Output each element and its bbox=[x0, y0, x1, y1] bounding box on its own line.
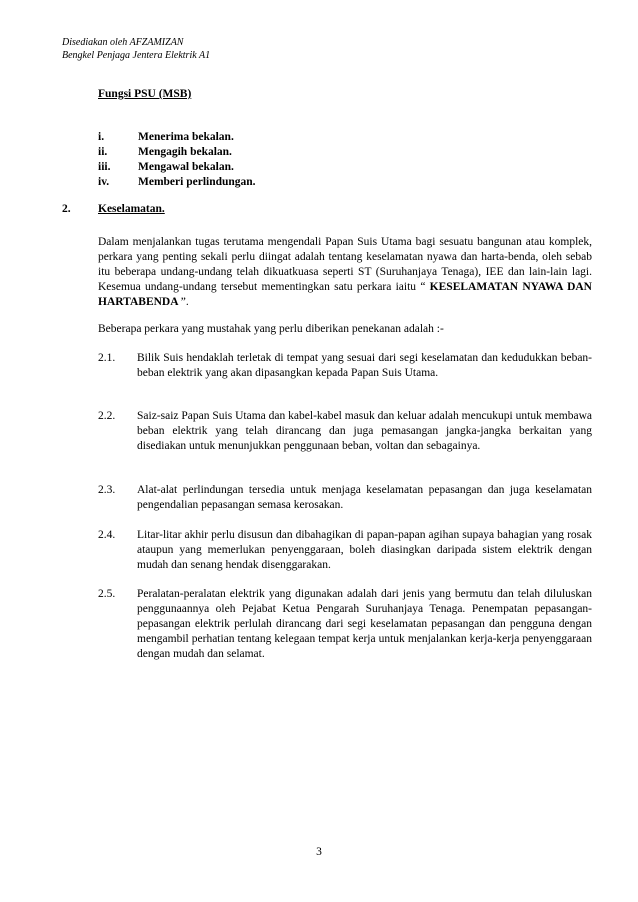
intro-text: Dalam menjalankan tugas terutama mengendali Papan Suis Utama bagi sesuatu bangunan atau komplek, perkara yang penting sekali perlu diingat adalah tentang keselamatan nyawa dan harta-benda, oleh sebab itu beberapa undang-undang telah dikuatkuasa seperti ST (Suruhanjaya Tenaga), IEE dan lain-lain lagi. Kesemua undang-undang tersebut mementingkan satu perkara iaitu “ bbox=[98, 236, 592, 293]
list-item bbox=[98, 130, 256, 145]
section-title: Keselamatan. bbox=[98, 203, 165, 215]
section-heading bbox=[62, 203, 165, 215]
page-number: 3 bbox=[316, 846, 322, 858]
list-item-text: Bilik Suis hendaklah terletak di tempat yang sesuai dari segi keselamatan dan kedudukkan beban-beban elektrik yang akan dipasangkan kepada Papan Suis Utama. bbox=[137, 352, 592, 379]
list-item-text: Litar-litar akhir perlu disusun dan dibahagikan di papan-papan agihan supaya bahagian yang rosak ataupun yang memerlukan penyenggaraan, boleh diasingkan daripada sistem elektrik dengan mudah dan senang hendak disenggarakan. bbox=[137, 529, 592, 571]
list-item bbox=[98, 175, 256, 190]
list-item-number: iv. bbox=[98, 176, 110, 188]
fungsi-list bbox=[98, 130, 256, 190]
list-item bbox=[98, 587, 592, 662]
list-item-number: i. bbox=[98, 131, 105, 143]
list-item bbox=[98, 351, 592, 381]
intro-end: ”. bbox=[180, 296, 189, 308]
list-item-number: 2.1. bbox=[98, 352, 116, 364]
list-item-number: 2.3. bbox=[98, 484, 116, 496]
fungsi-title: Fungsi PSU (MSB) bbox=[98, 88, 192, 100]
header-author: Disediakan oleh AFZAMIZAN bbox=[62, 37, 184, 48]
intro-emphasis: KESELAMATAN NYAWA DAN HARTABENDA bbox=[98, 281, 592, 308]
list-item-number: 2.2. bbox=[98, 410, 116, 422]
section-number: 2. bbox=[62, 203, 71, 215]
list-item-text: Peralatan-peralatan elektrik yang digunakan adalah dari jenis yang bermutu dan telah diluluskan penggunaannya oleh Pejabat Ketua Pengarah Suruhanjaya Tenaga. Penempatan pepasangan-pepasangan elektrik perlulah dirancang dari segi keselamatan pepasangan dan pengguna dengan mengambil perhatian tentang kelegaan tempat kerja untuk menjalankan kerja-kerja penyenggaraan dengan mudah dan selamat. bbox=[137, 588, 592, 660]
list-item-number: 2.4. bbox=[98, 529, 116, 541]
list-item-number: 2.5. bbox=[98, 588, 116, 600]
lead-paragraph: Beberapa perkara yang mustahak yang perlu diberikan penekanan adalah :- bbox=[98, 323, 444, 335]
list-item bbox=[98, 528, 592, 573]
page-header bbox=[62, 36, 210, 62]
list-item-text: Mengawal bekalan. bbox=[138, 161, 234, 173]
list-item-text: Menerima bekalan. bbox=[138, 131, 234, 143]
list-item-text: Mengagih bekalan. bbox=[138, 146, 232, 158]
header-course: Bengkel Penjaga Jentera Elektrik A1 bbox=[62, 50, 211, 61]
list-item-text: Alat-alat perlindungan tersedia untuk menjaga keselamatan pepasangan dan juga keselamatan pengendalian pepasangan semasa kerosakan. bbox=[137, 484, 592, 511]
list-item-number: iii. bbox=[98, 161, 111, 173]
list-item bbox=[98, 160, 256, 175]
list-item bbox=[98, 483, 592, 513]
intro-paragraph bbox=[98, 235, 592, 310]
list-item-number: ii. bbox=[98, 146, 108, 158]
list-item bbox=[98, 145, 256, 160]
list-item-text: Memberi perlindungan. bbox=[138, 176, 256, 188]
list-item-text: Saiz-saiz Papan Suis Utama dan kabel-kabel masuk dan keluar adalah mencukupi untuk membawa beban elektrik yang telah dirancang dan juga pemasangan jangka-jangka berkaitan yang disediakan untuk menunjukkan penggunaan beban, voltan dan sebagainya. bbox=[137, 410, 592, 452]
list-item bbox=[98, 409, 592, 454]
